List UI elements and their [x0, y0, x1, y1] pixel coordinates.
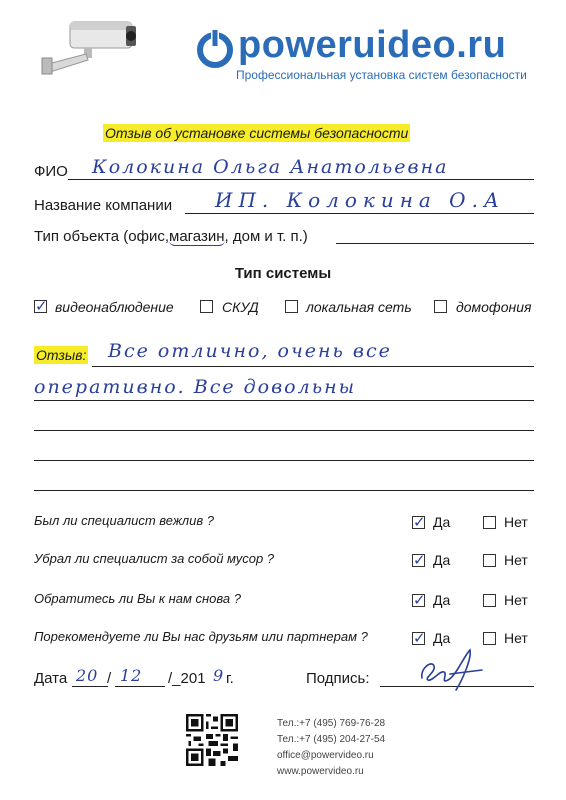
review-rule	[34, 400, 534, 401]
review-label: Отзыв:	[36, 347, 87, 363]
review-rule	[34, 490, 534, 491]
company-value[interactable]: ИП. Колокина О.А	[215, 188, 506, 212]
review-rule	[92, 366, 534, 367]
company-label: Название компании	[34, 197, 173, 214]
object-type-selected[interactable]: магазин	[169, 228, 225, 245]
fio-line	[68, 179, 534, 180]
date-label: Дата	[34, 670, 68, 687]
date-month-line	[115, 686, 165, 687]
date-day-line	[72, 686, 108, 687]
company-line	[185, 213, 534, 214]
checkbox-q2-no[interactable]	[483, 554, 496, 567]
date-month-value[interactable]: 12	[120, 666, 143, 685]
contact-email[interactable]: office@powervideo.ru	[277, 750, 374, 761]
answer-no-label: Нет	[504, 592, 528, 608]
system-type-title: Тип системы	[234, 265, 332, 282]
contact-site[interactable]: www.powervideo.ru	[277, 766, 364, 777]
question-1: Был ли специалист вежлив ?	[34, 513, 214, 528]
answer-yes-label: Да	[433, 592, 451, 608]
fio-label: ФИО	[34, 163, 68, 180]
question-2: Убрал ли специалист за собой мусор ?	[34, 551, 275, 566]
answer-no-label: Нет	[504, 630, 528, 646]
signature-label: Подпись:	[306, 670, 370, 687]
system-label-skud: СКУД	[222, 299, 259, 315]
check-mark-icon: ✓	[413, 591, 426, 609]
answer-yes-label: Да	[433, 514, 451, 530]
date-year-digit[interactable]: 9	[213, 666, 226, 685]
date-day-value[interactable]: 20	[76, 666, 99, 685]
check-mark-icon: ✓	[413, 551, 426, 569]
checkbox-skud[interactable]	[200, 300, 213, 313]
system-label-lan: локальная сеть	[306, 299, 412, 315]
check-mark-icon: ✓	[413, 629, 426, 647]
checkbox-q1-no[interactable]	[483, 516, 496, 529]
checkbox-q3-no[interactable]	[483, 594, 496, 607]
cctv-camera-icon	[40, 14, 140, 76]
object-type-line	[336, 243, 534, 244]
contact-phone-2: Тел.:+7 (495) 204-27-54	[277, 734, 386, 745]
question-4: Порекомендуете ли Вы нас друзьям или партнерам ?	[34, 629, 368, 644]
fio-value[interactable]: Колокина Ольга Анатольевна	[92, 156, 449, 178]
logo-text: poweruideo.ru	[238, 24, 507, 66]
signature-scribble-icon[interactable]	[410, 644, 490, 692]
object-type-prefix: Тип объекта (офис,	[34, 228, 169, 245]
review-line-2[interactable]: оперативно. Все довольны	[34, 376, 357, 398]
check-mark-icon: ✓	[413, 513, 426, 531]
qr-code-icon	[186, 714, 238, 766]
object-type-label	[34, 228, 308, 245]
object-type-rest: , дом и т. п.)	[224, 228, 308, 245]
checkbox-intercom[interactable]	[434, 300, 447, 313]
answer-no-label: Нет	[504, 552, 528, 568]
system-label-video: видеонаблюдение	[55, 299, 174, 315]
tagline: Профессиональная установка систем безопасности	[236, 68, 527, 82]
answer-yes-label: Да	[433, 630, 451, 646]
contact-phone-1: Тел.:+7 (495) 769-76-28	[277, 718, 386, 729]
date-year-prefix: /_201	[168, 670, 206, 687]
checkbox-lan[interactable]	[285, 300, 298, 313]
review-rule	[34, 430, 534, 431]
date-slash: /	[107, 670, 112, 687]
answer-yes-label: Да	[433, 552, 451, 568]
system-label-intercom: домофония	[456, 299, 532, 315]
date-suffix: г.	[226, 670, 234, 687]
review-rule	[34, 460, 534, 461]
question-3: Обратитесь ли Вы к нам снова ?	[34, 591, 241, 606]
answer-no-label: Нет	[504, 514, 528, 530]
check-mark-icon: ✓	[35, 297, 48, 315]
review-line-1[interactable]: Все отлично, очень все	[108, 340, 392, 362]
form-title: Отзыв об установке системы безопасности	[105, 125, 409, 141]
